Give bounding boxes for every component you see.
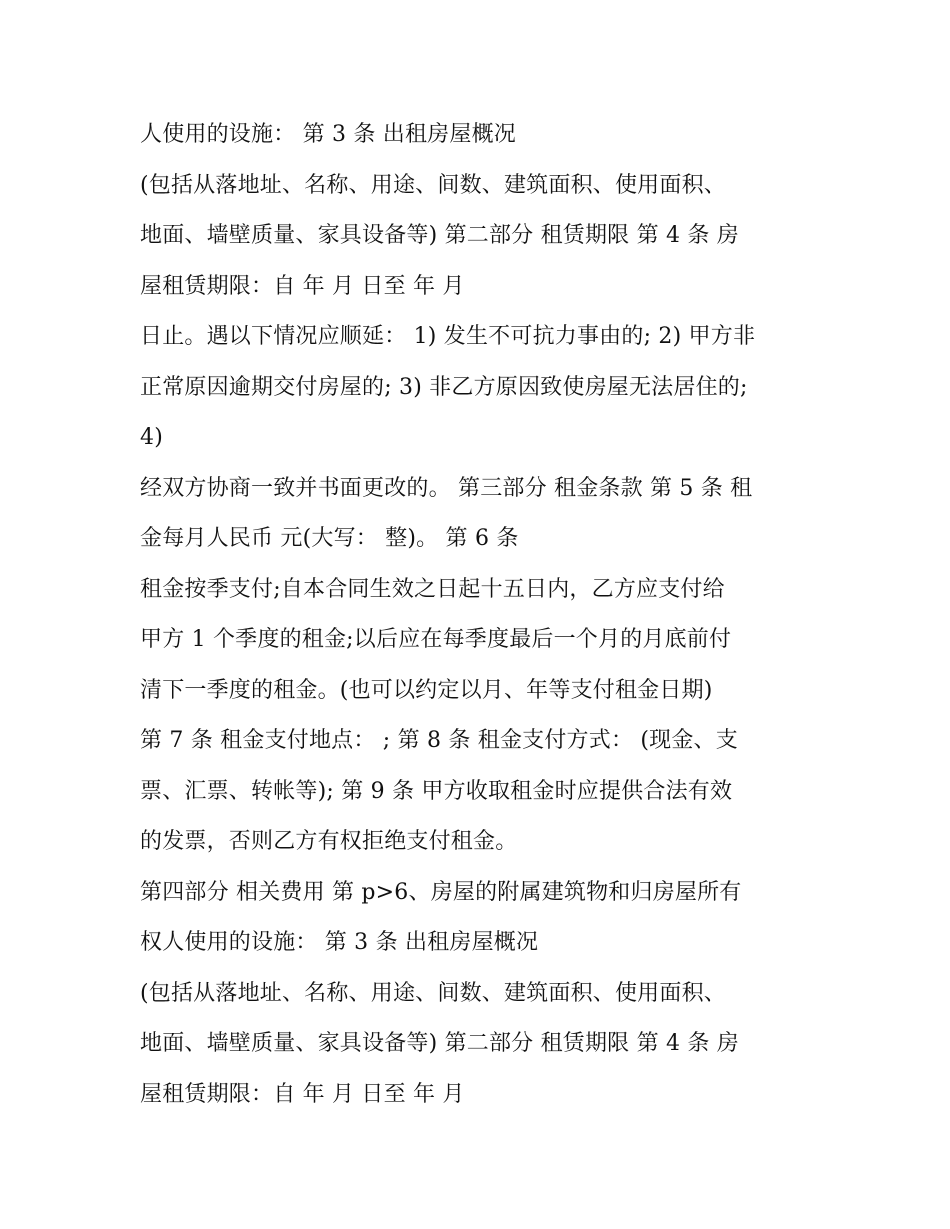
document-body <box>140 110 840 1120</box>
text-line: 甲方 1 个季度的租金;以后应在每季度最后一个月的月底前付 <box>140 627 732 652</box>
text-line: 租金按季支付;自本合同生效之日起十五日内，乙方应支付给 <box>140 576 725 602</box>
text-line: 第四部分 相关费用 第 p>6、房屋的附属建筑物和归房屋所有 <box>140 879 742 905</box>
text-line: 屋租赁期限：自 年 月 日至 年 月 <box>140 273 465 299</box>
text-line: 屋租赁期限：自 年 月 日至 年 月 <box>140 1081 465 1107</box>
text-line: 的发票，否则乙方有权拒绝支付租金。 <box>140 829 518 854</box>
text-line: (包括从落地址、名称、用途、间数、建筑面积、使用面积、 <box>140 980 726 1006</box>
text-line: 票、汇票、转帐等); 第 9 条 甲方收取租金时应提供合法有效 <box>140 778 733 804</box>
text-line: 权人使用的设施： 第 3 条 出租房屋概况 <box>140 930 539 955</box>
text-line: 4) <box>140 425 163 450</box>
text-line: 金每月人民币 元(大写： 整)。 第 6 条 <box>140 526 519 551</box>
text-line: (包括从落地址、名称、用途、间数、建筑面积、使用面积、 <box>140 172 726 198</box>
text-line: 正常原因逾期交付房屋的; 3) 非乙方原因致使房屋无法居住的; <box>140 374 748 400</box>
text-line: 地面、墙壁质量、家具设备等) 第二部分 租赁期限 第 4 条 房 <box>140 1031 739 1056</box>
text-line: 日止。遇以下情况应顺延： 1) 发生不可抗力事由的; 2) 甲方非 <box>140 324 756 349</box>
text-line: 第 7 条 租金支付地点： ; 第 8 条 租金支付方式： (现金、支 <box>140 728 738 753</box>
text-line: 地面、墙壁质量、家具设备等) 第二部分 租赁期限 第 4 条 房 <box>140 223 739 248</box>
text-line: 清下一季度的租金。(也可以约定以月、年等支付租金日期) <box>140 677 713 703</box>
text-line: 人使用的设施： 第 3 条 出租房屋概况 <box>140 122 516 147</box>
text-line: 经双方协商一致并书面更改的。 第三部分 租金条款 第 5 条 租 <box>140 475 753 501</box>
